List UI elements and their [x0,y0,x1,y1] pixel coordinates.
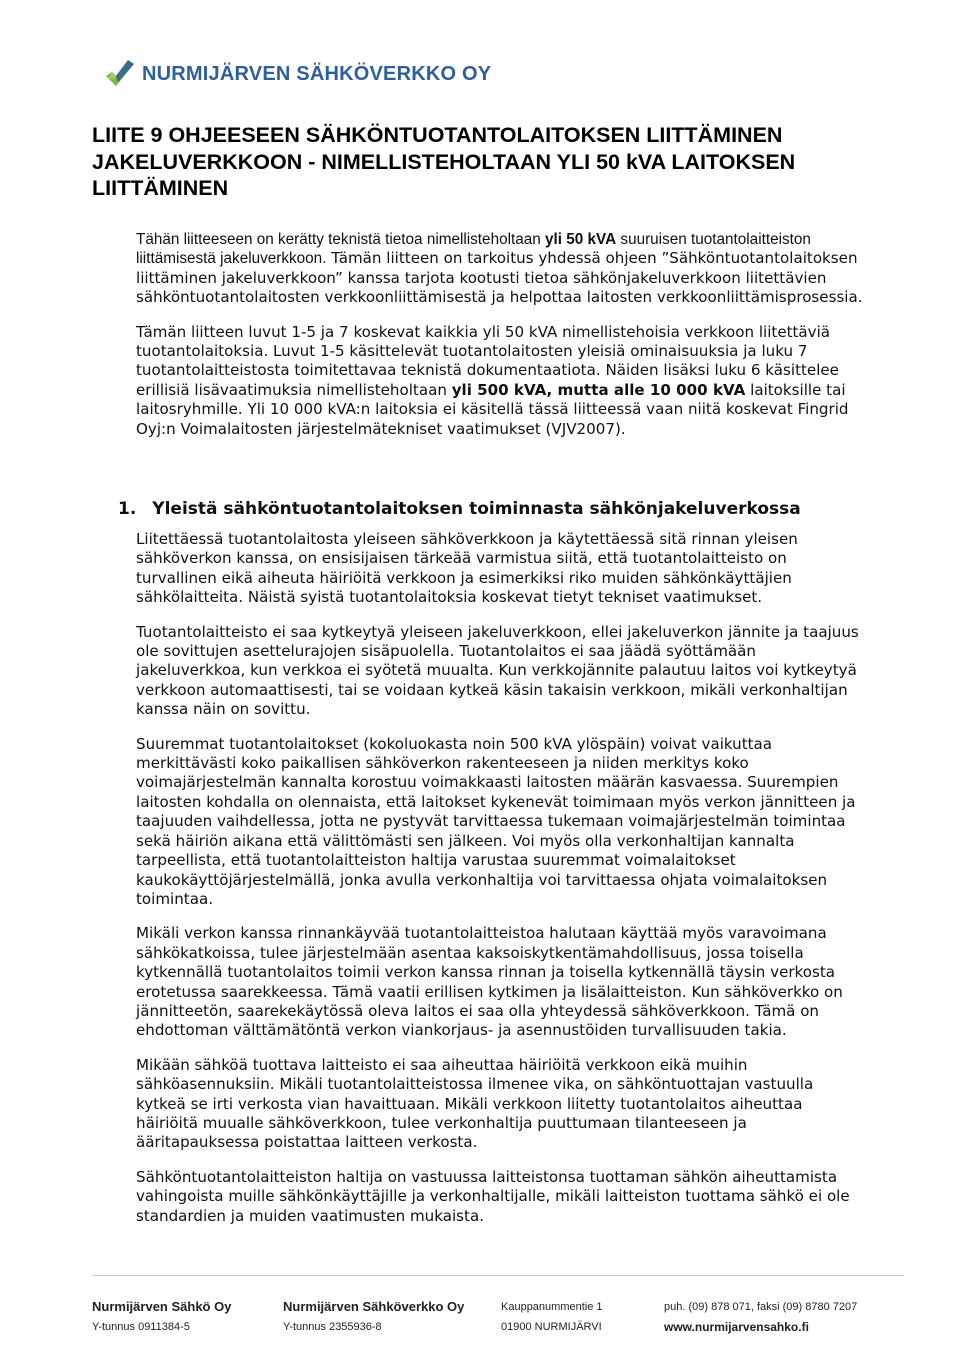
footer-contact: puh. (09) 878 071, faksi (09) 8780 7207 www.nurmijarvensahko.fi [664,1297,857,1337]
section-paragraph: Sähköntuotantolaitteiston haltija on vastuussa laitteistonsa tuottaman sähkön aiheuttamista vahingoista muille sähkönkäyttäjille ja verkonhaltijalle, mikäli laitteiston tuottama sähkö ei ole standardien ja muiden vaatimusten mukaista. [136,1167,850,1225]
section-1-heading [118,498,801,520]
intro-paragraph-2: Tämän liitteen luvut 1-5 ja 7 koskevat kaikkia yli 50 kVA nimellistehoisia verkkoon liitettäviä tuotantolaitoksia. Luvut 1-5 käsittelevät tuotantolaitosten yleisiä ominaisuuksia ja luku 7 tuotantolaitteistosta toimitettavaa teknistä dokumentaatiota. Näiden lisäksi luku 6 käsittelee erillisiä lisävaatimuksia nimellisteholtaan yli 500 kVA, mutta alle 10 000 kVA laitoksille tai laitosryhmille. Yli 10 000 kVA:n laitoksia ei käsitellä tässä liitteessä vaan niitä koskevat Fingrid Oyj:n Voimalaitosten järjestelmätekniset vaatimukset (VJV2007). [136,322,849,438]
company-logo [104,58,491,90]
footer-divider [92,1275,904,1276]
logo-mark-icon [104,58,136,90]
section-paragraph: Suuremmat tuotantolaitokset (kokoluokasta noin 500 kVA ylöspäin) voivat vaikuttaa merkittävästi koko paikallisen sähköverkon rakenteeseen ja niiden merkitys koko voimajärjestelmän kannalta korostuu voimakkaasti laitosten määrän kasvaessa. Suurempien laitosten kohdalla on olennaista, että laitokset kykenevät toimimaan myös verkon jännitteen ja taajuuden vaihdellessa, jotta ne pystyvät tarvittaessa tukemaan voimajärjestelmän toimintaa sekä häiriön aikana että välittömästi sen jälkeen. Voi myös olla verkonhaltijan kannalta tarpeellista, että tuotantolaitteiston haltija varustaa suuremmat voimalaitokset kaukokäyttöjärjestelmällä, jonka avulla verkonhaltija voi tarvittaessa ohjata voimalaitoksen toimintaa. [136,734,856,908]
document-title [92,122,912,202]
footer-address: Kauppanummentie 1 01900 NURMIJÄRVI [501,1301,603,1333]
website-link[interactable]: www.nurmijarvensahko.fi [664,1320,809,1334]
section-paragraph: Mikään sähköä tuottava laitteisto ei saa aiheuttaa häiriöitä verkkoon eikä muihin sähköasennuksiin. Mikäli tuotantolaitteistossa ilmenee vika, on sähköntuottajan vastuulla kytkeä se irti verkosta vian havaittuaan. Mikäli verkkoon liitetty tuotantolaitos aiheuttaa häiriöitä muualle sähköverkkoon, tulee verkonhaltija puuttumaan tilanteeseen ja ääritapauksessa poistattaa laitteen verkosta. [136,1055,814,1152]
section-1-body [136,530,866,1241]
section-paragraph: Mikäli verkon kanssa rinnankäyvää tuotantolaitteistoa halutaan käyttää myös varavoimana sähkökatkoissa, tulee järjestelmään asentaa kaksoiskytkentämahdollisuus, jossa toisella kytkennällä tuotantolaitos toimii verkon kanssa rinnan ja toisella kytkennällä täysin verkosta erotetussa saarekkeessa. Tämä vaatii erillisen kytkimen ja lisälaitteiston. Kun sähköverkko on jännitteetön, saarekekäytössä oleva laitos ei saa olla yhteydessä sähköverkkoon. Tämä on ehdottoman välttämätöntä verkon viankorjaus- ja asennustöiden turvallisuuden takia. [136,924,843,1040]
intro-paragraph-1: Tähän liitteeseen on kerätty teknistä tietoa nimellisteholtaan yli 50 kVA suuruisen tuotantolaitteiston liittämisestä jakeluverkkoon. Tämän liitteen on tarkoitus yhdessä ohjeen ”Sähköntuotantolaitoksen liittäminen jakeluverkkoon” kanssa tarjota kootusti tietoa sähkönjakeluverkkoon liitettävien sähköntuotantolaitosten verkkoonliittämisestä ja helpottaa laitosten verkkoonliittämisprosessia. [136,231,863,307]
section-paragraph: Liitettäessä tuotantolaitosta yleiseen sähköverkkoon ja käytettäessä sitä rinnan yleisen sähköverkon kanssa, on ensisijaisen tärkeää varmistua siitä, että tuotantolaitteisto on turvallinen eikä aiheuta häiriöitä verkkoon ja esimerkiksi riko muiden sähkönkäyttäjien sähkölaitteita. Näistä syistä tuotantolaitoksia koskevat tietyt tekniset vaatimukset. [136,530,798,607]
title-line-3: LIITTÄMINEN [92,176,229,200]
title-line-1: LIITE 9 OHJEESEEN SÄHKÖNTUOTANTOLAITOKSEN LIITTÄMINEN [92,123,783,147]
intro-section [136,230,866,454]
page-footer [0,1297,960,1337]
footer-company-2: Nurmijärven Sähköverkko Oy Y-tunnus 2355936-8 [283,1299,465,1333]
logo-text: NURMIJÄRVEN SÄHKÖVERKKO OY [142,62,492,85]
title-line-2: JAKELUVERKKOON - NIMELLISTEHOLTAAN YLI 50 kVA LAITOKSEN [92,149,796,174]
section-paragraph: Tuotantolaitteisto ei saa kytkeytyä yleiseen jakeluverkkoon, ellei jakeluverkon jännite ja taajuus ole sovittujen asettelurajojen sisäpuolella. Tuotantolaitos ei saa jäädä syöttämään jakeluverkkoa, kun verkkoa ei syötetä muualta. Kun verkkojännite palautuu laitos voi kytkeytyä verkkoon automaattisesti, tai se voidaan kytkeä käsin takaisin verkkoon, mikäli verkonhaltijan kanssa näin on sovittu. [136,622,859,719]
section-number: 1. [118,499,137,519]
section-title: Yleistä sähköntuotantolaitoksen toiminnasta sähkönjakeluverkossa [152,499,801,519]
footer-company-1: Nurmijärven Sähkö Oy Y-tunnus 0911384-5 [92,1299,232,1333]
